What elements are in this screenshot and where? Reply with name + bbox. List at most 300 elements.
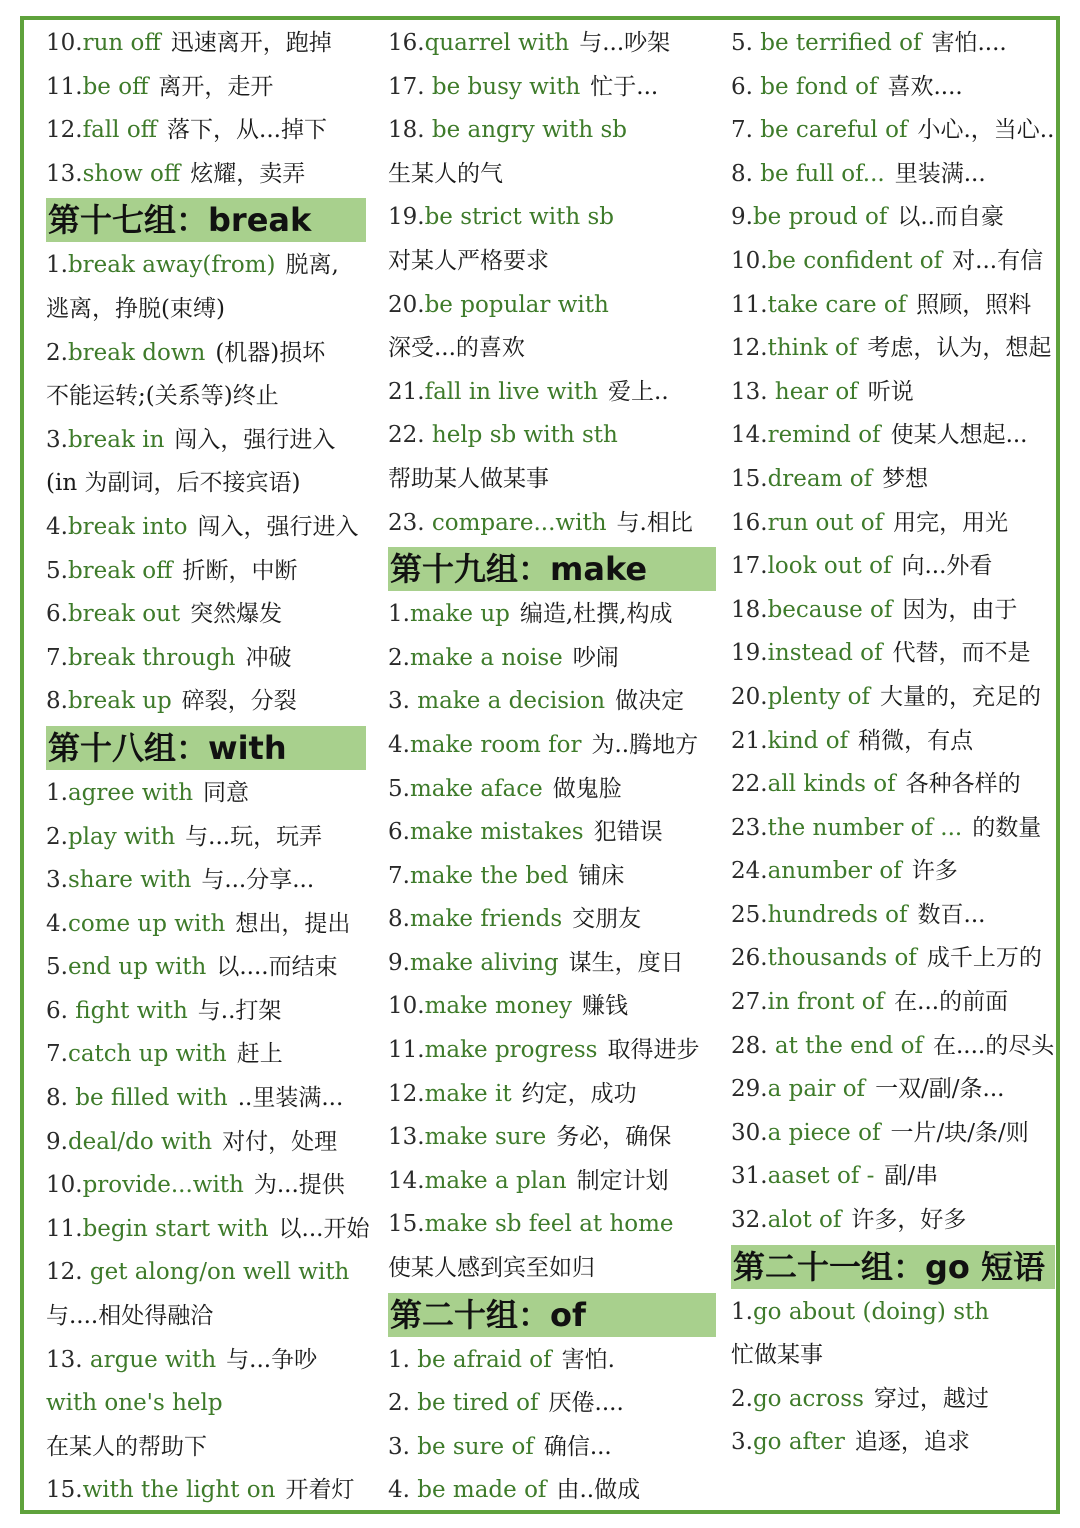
list-group — [731, 1291, 1055, 1465]
phrase-line — [731, 66, 1055, 110]
phrase-line — [731, 371, 1055, 415]
chinese-meaning: 脱离, — [285, 252, 339, 279]
phrase-line — [46, 1164, 366, 1208]
phrase-line — [46, 1208, 370, 1252]
chinese-meaning: 许多 — [911, 858, 958, 885]
chinese-meaning: 小心.，当心.. — [917, 117, 1055, 144]
phrase-line — [388, 1160, 716, 1204]
phrase-number: 2. — [731, 1385, 753, 1412]
phrase-number: 1. — [388, 601, 410, 628]
phrase-line — [388, 458, 716, 502]
phrase-line — [731, 240, 1055, 284]
phrase-number: 3. — [388, 1433, 418, 1460]
english-phrase: make mistakes — [409, 819, 584, 846]
chinese-meaning: 数百... — [917, 901, 986, 928]
english-phrase: make aliving — [409, 949, 559, 976]
list-group — [388, 22, 716, 545]
english-phrase: go across — [752, 1385, 864, 1412]
section-header-make: 第十九组：make — [388, 547, 716, 591]
english-phrase: be sure of — [417, 1433, 534, 1460]
english-phrase: hear of — [774, 378, 858, 405]
phrase-number: 10. — [46, 1172, 83, 1199]
english-phrase: argue with — [89, 1346, 217, 1373]
phrase-line — [46, 1251, 366, 1295]
phrase-line — [46, 1295, 366, 1339]
chinese-meaning: 离开，走开 — [158, 73, 274, 100]
phrase-line — [388, 680, 716, 724]
list-group — [46, 772, 370, 1513]
phrase-line — [388, 768, 716, 812]
phrase-number: 5. — [731, 30, 761, 56]
chinese-meaning: 害怕.... — [931, 30, 1007, 56]
chinese-meaning: 确信... — [543, 1433, 612, 1460]
chinese-meaning: 迅速离开，跑掉 — [170, 30, 332, 56]
phrase-line — [46, 419, 366, 463]
english-phrase: make up — [409, 601, 510, 628]
english-phrase: be angry with sb — [431, 117, 628, 144]
phrase-line — [731, 458, 1055, 502]
english-phrase: break down — [67, 339, 206, 366]
english-phrase: run out of — [767, 509, 884, 536]
phrase-number: 3. — [46, 426, 68, 453]
chinese-meaning: 里装满... — [894, 160, 986, 187]
chinese-meaning: 务必，确保 — [556, 1124, 672, 1151]
chinese-meaning: 铺床 — [578, 862, 625, 889]
chinese-meaning: 大量的，充足的 — [880, 683, 1041, 710]
chinese-meaning: 与.相比 — [616, 509, 693, 536]
phrase-number: 19. — [731, 640, 768, 667]
phrase-line — [46, 593, 366, 637]
phrase-line — [731, 284, 1055, 328]
phrase-line — [388, 196, 716, 240]
phrase-number: 3. — [731, 1429, 753, 1456]
chinese-meaning: 开着灯 — [285, 1477, 355, 1504]
phrase-line — [46, 990, 366, 1034]
phrase-number: 9. — [731, 204, 753, 231]
chinese-meaning: 为...提供 — [253, 1172, 345, 1199]
phrase-line — [731, 109, 1055, 153]
chinese-meaning: 交朋友 — [572, 906, 642, 933]
english-phrase: deal/do with — [67, 1128, 213, 1155]
phrase-number: 12. — [46, 1259, 90, 1286]
english-phrase: be confident of — [767, 247, 943, 274]
english-phrase: share with — [67, 867, 192, 894]
english-phrase: because of — [767, 596, 893, 623]
english-phrase: make aface — [409, 775, 543, 802]
phrase-number: 13. — [46, 1346, 90, 1373]
english-phrase: end up with — [67, 954, 207, 981]
phrase-number: 12. — [731, 335, 768, 362]
english-phrase: instead of — [767, 640, 883, 667]
chinese-meaning: 制定计划 — [576, 1167, 669, 1194]
phrase-line — [388, 1203, 716, 1247]
phrase-number: 9. — [46, 1128, 68, 1155]
phrase-line — [388, 1426, 716, 1470]
phrase-number: 31. — [731, 1163, 768, 1190]
chinese-meaning: 赚钱 — [582, 993, 629, 1020]
english-phrase: break off — [67, 557, 173, 584]
phrase-line — [46, 1339, 366, 1383]
english-phrase: thousands of — [767, 945, 917, 972]
phrase-line — [388, 637, 716, 681]
chinese-meaning: 成千上万的 — [926, 945, 1042, 972]
chinese-meaning: 由..做成 — [556, 1477, 641, 1504]
chinese-meaning: 与...分享... — [201, 867, 315, 894]
phrase-line — [731, 589, 1055, 633]
phrase-number: 3. — [388, 688, 418, 715]
phrase-number: 25. — [731, 901, 768, 928]
phrase-number: 12. — [46, 117, 83, 144]
phrase-line — [46, 288, 366, 332]
phrase-line — [388, 66, 716, 110]
phrase-line — [731, 763, 1055, 807]
chinese-meaning: 深受...的喜欢 — [388, 335, 525, 362]
english-phrase: go about (doing) sth — [752, 1298, 990, 1325]
english-phrase: agree with — [67, 779, 194, 806]
phrase-line — [731, 1155, 1055, 1199]
phrase-number: 8. — [46, 688, 68, 715]
section-header-with: 第十八组：with — [46, 726, 366, 770]
phrase-line — [388, 284, 716, 328]
chinese-meaning: 与....相处得融洽 — [46, 1303, 214, 1330]
phrase-line — [388, 593, 716, 637]
phrase-number: 30. — [731, 1119, 768, 1146]
english-phrase: fight with — [75, 997, 188, 1024]
phrase-number: 22. — [388, 422, 432, 449]
english-phrase: break through — [67, 644, 236, 671]
phrase-line — [731, 850, 1055, 894]
chinese-meaning: 以....而结束 — [216, 954, 338, 981]
chinese-meaning: 对某人严格要求 — [388, 247, 549, 274]
chinese-meaning: 取得进步 — [607, 1037, 700, 1064]
chinese-meaning: 折断，中断 — [182, 557, 298, 584]
english-phrase: plenty of — [767, 683, 870, 710]
phrase-line — [46, 637, 366, 681]
list-group — [388, 1339, 716, 1513]
english-phrase: be busy with — [431, 73, 581, 100]
chinese-meaning: 突然爆发 — [190, 601, 283, 628]
phrase-number: 2. — [388, 1390, 418, 1417]
chinese-meaning: 使某人感到宾至如归 — [388, 1255, 595, 1282]
chinese-meaning: 稍微，有点 — [858, 727, 974, 754]
english-phrase: dream of — [767, 465, 873, 492]
chinese-meaning: 以..而自豪 — [897, 204, 1004, 231]
english-phrase: be proud of — [752, 204, 888, 231]
english-phrase: break in — [67, 426, 165, 453]
phrase-number: 26. — [731, 945, 768, 972]
phrase-number: 1. — [388, 1346, 418, 1373]
english-phrase: be off — [82, 73, 149, 100]
english-phrase: in front of — [767, 989, 885, 1016]
phrase-number: 17. — [388, 73, 432, 100]
chinese-meaning: 代替，而不是 — [892, 640, 1031, 667]
phrase-line — [388, 1247, 716, 1291]
phrase-number: 8. — [46, 1085, 76, 1112]
phrase-number: 4. — [388, 731, 410, 758]
english-phrase: be strict with sb — [424, 204, 614, 231]
english-phrase: be fond of — [760, 73, 878, 100]
phrase-line — [731, 1068, 1055, 1112]
phrase-number: 13. — [731, 378, 775, 405]
phrase-number: 21. — [388, 378, 425, 405]
phrase-number: 22. — [731, 771, 768, 798]
phrase-line — [388, 1029, 716, 1073]
phrase-number: 4. — [388, 1477, 418, 1504]
chinese-meaning: 约定，成功 — [521, 1080, 637, 1107]
phrase-line — [388, 240, 716, 284]
phrase-line — [46, 816, 366, 860]
phrase-number: 15. — [731, 465, 768, 492]
english-phrase: make the bed — [409, 862, 569, 889]
phrase-line — [388, 371, 716, 415]
english-phrase: kind of — [767, 727, 849, 754]
phrase-line — [46, 375, 366, 419]
phrase-number: 27. — [731, 989, 768, 1016]
phrase-number: 11. — [46, 1215, 83, 1242]
english-phrase: run off — [82, 30, 161, 56]
phrase-number: 16. — [731, 509, 768, 536]
english-phrase: break into — [67, 513, 188, 540]
phrase-line — [388, 22, 716, 66]
chinese-meaning: 许多，好多 — [851, 1207, 967, 1234]
chinese-meaning: 落下，从...掉下 — [167, 117, 327, 144]
phrase-number: 11. — [388, 1037, 425, 1064]
phrase-line — [388, 153, 716, 197]
english-phrase: show off — [82, 160, 181, 187]
phrase-line — [46, 66, 366, 110]
phrase-number: 1. — [46, 252, 68, 279]
phrase-line — [731, 545, 1055, 589]
english-phrase: make progress — [424, 1037, 598, 1064]
phrase-number: 24. — [731, 858, 768, 885]
phrase-number: 15. — [46, 1477, 83, 1504]
chinese-meaning: 爱上.. — [608, 378, 669, 405]
english-phrase: make money — [424, 993, 573, 1020]
phrase-line — [388, 1073, 716, 1117]
phrase-line — [46, 859, 366, 903]
phrase-line — [388, 724, 716, 768]
phrase-number: 8. — [388, 906, 410, 933]
english-phrase: hundreds of — [767, 901, 908, 928]
phrase-number: 7. — [46, 1041, 68, 1068]
english-phrase: be full of... — [760, 160, 885, 187]
chinese-meaning: 听说 — [867, 378, 914, 405]
chinese-meaning: 逃离，挣脱(束缚) — [46, 295, 225, 322]
phrase-number: 15. — [388, 1211, 425, 1238]
phrase-line — [388, 109, 716, 153]
chinese-meaning: 副/串 — [884, 1163, 939, 1190]
english-phrase: take care of — [767, 291, 907, 318]
phrase-number: 13. — [388, 1124, 425, 1151]
chinese-meaning: 忙于... — [590, 73, 659, 100]
phrase-line — [731, 22, 1055, 66]
chinese-meaning: 吵闹 — [572, 644, 619, 671]
english-phrase: make a plan — [424, 1167, 567, 1194]
phrase-line — [46, 244, 366, 288]
chinese-meaning: 想出，提出 — [235, 910, 351, 937]
chinese-meaning: 与...玩，玩弄 — [185, 823, 323, 850]
chinese-meaning: 的数量 — [972, 814, 1042, 841]
phrase-line — [46, 1469, 366, 1513]
phrase-line — [46, 332, 366, 376]
phrase-number: 1. — [731, 1298, 753, 1325]
english-phrase: help sb with sth — [431, 422, 618, 449]
phrase-number: 8. — [731, 160, 761, 187]
phrase-number: 13. — [46, 160, 83, 187]
phrase-line — [388, 985, 716, 1029]
phrase-line — [731, 720, 1055, 764]
phrase-line — [731, 1291, 1055, 1335]
phrase-number: 4. — [46, 910, 68, 937]
english-phrase: get along/on well with — [89, 1259, 350, 1286]
phrase-number: 18. — [731, 596, 768, 623]
phrase-line — [731, 153, 1055, 197]
phrase-line — [388, 414, 716, 458]
english-phrase: go after — [752, 1429, 845, 1456]
phrase-line — [388, 1469, 716, 1513]
phrase-number: 17. — [731, 553, 768, 580]
english-phrase: make sure — [424, 1124, 547, 1151]
chinese-meaning: 一双/副/条... — [875, 1076, 1005, 1103]
phrase-number: 19. — [388, 204, 425, 231]
phrase-number: 2. — [46, 339, 68, 366]
chinese-meaning: 一片/块/条/则 — [890, 1119, 1029, 1146]
english-phrase: a pair of — [767, 1076, 866, 1103]
phrase-line — [388, 1116, 716, 1160]
list-group — [731, 22, 1055, 1243]
phrase-line — [388, 1339, 716, 1383]
phrase-line — [46, 1033, 366, 1077]
phrase-number: 7. — [46, 644, 68, 671]
phrase-line — [388, 811, 716, 855]
phrase-line — [46, 22, 366, 66]
chinese-meaning: 害怕. — [561, 1346, 615, 1373]
phrase-number: 12. — [388, 1080, 425, 1107]
phrase-line — [731, 1421, 1055, 1465]
phrase-number: 9. — [388, 949, 410, 976]
chinese-meaning: 谋生，度日 — [568, 949, 684, 976]
phrase-number: 6. — [388, 819, 410, 846]
phrase-line — [731, 327, 1055, 371]
english-phrase: make a decision — [417, 688, 606, 715]
phrase-line — [388, 898, 716, 942]
chinese-meaning: 做鬼脸 — [552, 775, 622, 802]
english-phrase: with one's help — [46, 1390, 223, 1417]
english-phrase: alot of — [767, 1207, 842, 1234]
chinese-meaning: 因为，由于 — [902, 596, 1018, 623]
english-phrase: begin start with — [82, 1215, 269, 1242]
chinese-meaning: ..里装满... — [237, 1085, 344, 1112]
english-phrase: break away(from) — [67, 252, 276, 279]
english-phrase: anumber of — [767, 858, 902, 885]
phrase-line — [731, 632, 1055, 676]
chinese-meaning: 梦想 — [882, 465, 929, 492]
chinese-meaning: 生某人的气 — [388, 160, 503, 187]
english-phrase: be made of — [417, 1477, 547, 1504]
english-phrase: be afraid of — [417, 1346, 552, 1373]
chinese-meaning: 与..打架 — [197, 997, 282, 1024]
phrase-line — [388, 942, 716, 986]
phrase-number: 16. — [388, 30, 425, 56]
english-phrase: all kinds of — [767, 771, 896, 798]
phrase-number: 23. — [388, 509, 432, 536]
english-phrase: make friends — [409, 906, 563, 933]
english-phrase: come up with — [67, 910, 226, 937]
phrase-line — [388, 502, 716, 546]
phrase-line — [731, 1199, 1055, 1243]
phrase-number: 4. — [46, 513, 68, 540]
phrase-line — [731, 1334, 1055, 1378]
phrase-number: 2. — [388, 644, 410, 671]
chinese-meaning: 编造,杜撰,构成 — [519, 601, 673, 628]
english-phrase: make it — [424, 1080, 512, 1107]
phrase-line — [731, 196, 1055, 240]
english-phrase: remind of — [767, 422, 881, 449]
phrase-line — [731, 1378, 1055, 1422]
english-phrase: make a noise — [409, 644, 563, 671]
phrase-line — [46, 680, 366, 724]
phrase-line — [388, 327, 716, 371]
english-phrase: play with — [67, 823, 176, 850]
english-phrase: be filled with — [75, 1085, 228, 1112]
phrase-number: 5. — [46, 954, 68, 981]
chinese-meaning: 不能运转;(关系等)终止 — [46, 383, 279, 410]
chinese-meaning: 赶上 — [236, 1041, 283, 1068]
phrase-number: 18. — [388, 117, 432, 144]
phrase-line — [731, 676, 1055, 720]
phrase-line — [46, 1426, 366, 1470]
phrase-number: 7. — [388, 862, 410, 889]
chinese-meaning: 闯入，强行进入 — [197, 513, 359, 540]
phrase-line — [46, 506, 366, 550]
list-group — [388, 593, 716, 1291]
phrase-number: 6. — [731, 73, 761, 100]
phrase-line — [731, 894, 1055, 938]
phrase-number: 11. — [46, 73, 83, 100]
phrase-line — [46, 462, 366, 506]
phrase-line — [388, 855, 716, 899]
phrase-line — [731, 937, 1055, 981]
phrase-number: 14. — [731, 422, 768, 449]
column-2 — [388, 22, 716, 1513]
chinese-meaning: 碎裂，分裂 — [181, 688, 297, 715]
english-phrase: break out — [67, 601, 181, 628]
phrase-number: 1. — [46, 779, 68, 806]
phrase-line — [388, 1382, 716, 1426]
english-phrase: think of — [767, 335, 858, 362]
chinese-meaning: 使某人想起... — [890, 422, 1028, 449]
list-group — [46, 22, 366, 196]
chinese-meaning: 向...外看 — [901, 553, 993, 580]
chinese-meaning: (in 为副词，后不接宾语) — [46, 470, 301, 497]
phrase-line — [46, 550, 366, 594]
phrase-number: 5. — [388, 775, 410, 802]
chinese-meaning: 为..腾地方 — [591, 731, 699, 758]
english-phrase: quarrel with — [424, 30, 570, 56]
phrase-number: 21. — [731, 727, 768, 754]
chinese-meaning: 与...争吵 — [226, 1346, 318, 1373]
chinese-meaning: 照顾，照料 — [916, 291, 1032, 318]
chinese-meaning: 以...开始 — [278, 1215, 370, 1242]
english-phrase: fall in live with — [424, 378, 599, 405]
phrase-line — [46, 946, 366, 990]
phrase-number: 14. — [388, 1167, 425, 1194]
phrase-line — [46, 772, 366, 816]
phrase-number: 7. — [731, 117, 761, 144]
english-phrase: break up — [67, 688, 172, 715]
english-phrase: the number of ... — [767, 814, 963, 841]
english-phrase: make sb feel at home — [424, 1211, 674, 1238]
